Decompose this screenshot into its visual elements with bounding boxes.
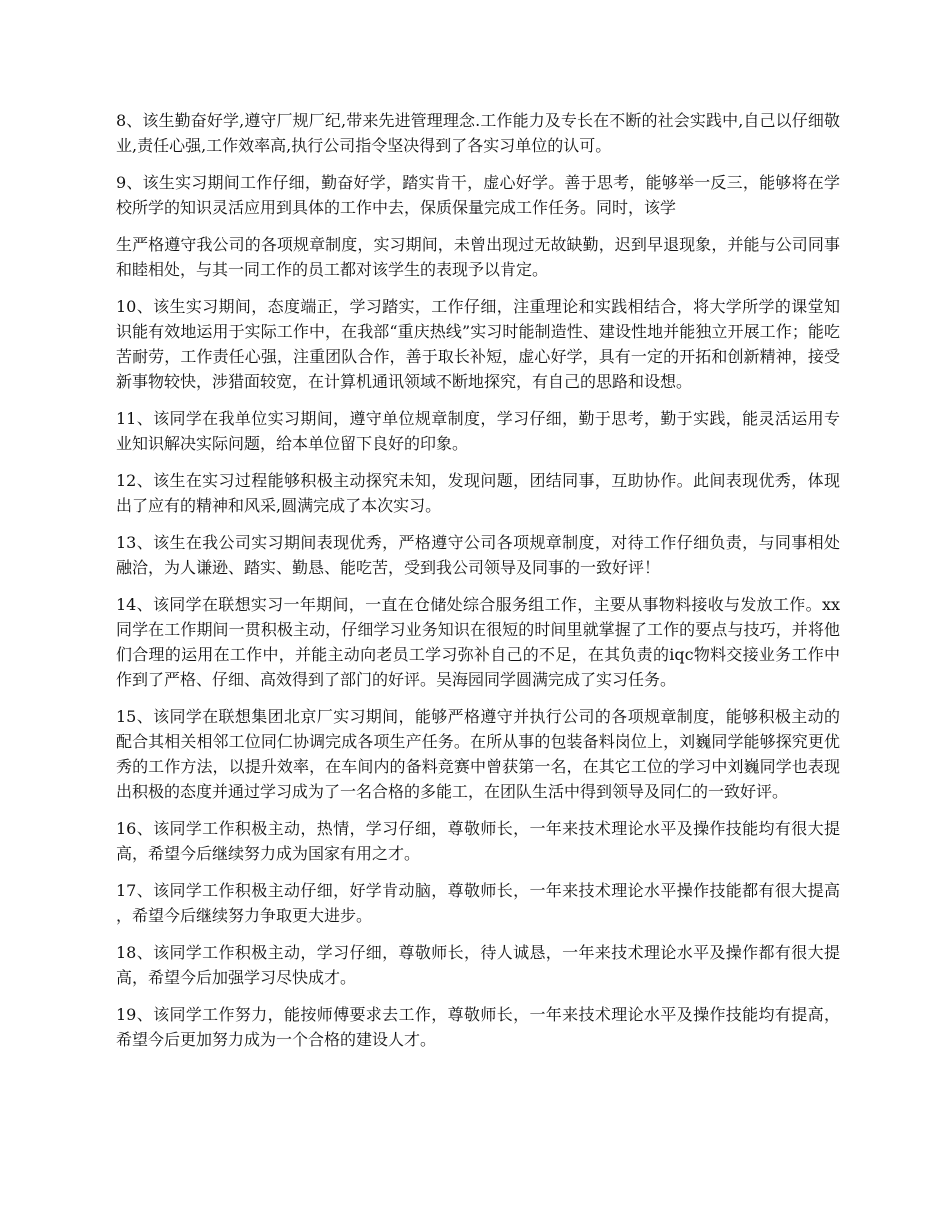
paragraph-item-15: 15、该同学在联想集团北京厂实习期间，能够严格遵守并执行公司的各项规章制度，能够积极主动的配合其相关相邻工位同仁协调完成各项生产任务。在所从事的包装备料岗位上，刘巍同学能够探究更优秀的工作方法，以提升效率，在车间内的备料竞赛中曾获第一名，在其它工位的学习中刘巍同学也表现出积极的态度并通过学习成为了一名合格的多能工，在团队生活中得到领导及同仁的一致好评。 [116,707,840,801]
paragraph-item-18: 18、该同学工作积极主动，学习仔细，尊敬师长，待人诚恳，一年来技术理论水平及操作都有很大提高，希望今后加强学习尽快成才。 [116,943,840,987]
paragraph-item-12: 12、该生在实习过程能够积极主动探究未知，发现问题，团结同事，互助协作。此间表现优秀，体现出了应有的精神和风采,圆满完成了本次实习。 [116,471,840,515]
paragraph-item-13: 13、该生在我公司实习期间表现优秀，严格遵守公司各项规章制度，对待工作仔细负责，与同事相处融洽，为人谦逊、踏实、勤恳、能吃苦，受到我公司领导及同事的一致好评！ [116,533,840,577]
paragraph-item-19: 19、该同学工作努力，能按师傅要求去工作，尊敬师长，一年来技术理论水平及操作技能均有提高，希望今后更加努力成为一个合格的建设人才。 [116,1005,840,1049]
paragraph-item-17: 17、该同学工作积极主动仔细，好学肯动脑，尊敬师长，一年来技术理论水平操作技能都有很大提高，希望今后继续努力争取更大进步。 [116,881,840,925]
paragraph-item-9-continued: 生严格遵守我公司的各项规章制度，实习期间，未曾出现过无故缺勤，迟到早退现象，并能与公司同事和睦相处，与其一同工作的员工都对该学生的表现予以肯定。 [116,235,840,279]
paragraph-item-11: 11、该同学在我单位实习期间，遵守单位规章制度，学习仔细，勤于思考，勤于实践，能灵活运用专业知识解决实际问题，给本单位留下良好的印象。 [116,409,840,453]
paragraph-item-8: 8、该生勤奋好学,遵守厂规厂纪,带来先进管理理念.工作能力及专长在不断的社会实践中,自己以仔细敬业,责任心强,工作效率高,执行公司指令坚决得到了各实习单位的认可。 [116,111,840,155]
paragraph-item-14: 14、该同学在联想实习一年期间，一直在仓储处综合服务组工作，主要从事物料接收与发放工作。xx同学在工作期间一贯积极主动，仔细学习业务知识在很短的时间里就掌握了工作的要点与技巧，并将他们合理的运用在工作中，并能主动向老员工学习弥补自己的不足，在其负责的iqc物料交接业务工作中作到了严格、仔细、高效得到了部门的好评。吴海园同学圆满完成了实习任务。 [116,595,840,689]
paragraph-item-9: 9、该生实习期间工作仔细，勤奋好学，踏实肯干，虚心好学。善于思考，能够举一反三，能够将在学校所学的知识灵活应用到具体的工作中去，保质保量完成工作任务。同时，该学 [116,173,840,217]
paragraph-item-10: 10、该生实习期间，态度端正，学习踏实，工作仔细，注重理论和实践相结合，将大学所学的课堂知识能有效地运用于实际工作中，在我部“重庆热线”实习时能制造性、建设性地并能独立开展工作；能吃苦耐劳，工作责任心强，注重团队合作，善于取长补短，虚心好学，具有一定的开拓和创新精神，接受新事物较快，涉猎面较宽，在计算机通讯领域不断地探究，有自己的思路和设想。 [116,297,840,391]
paragraph-item-16: 16、该同学工作积极主动，热情，学习仔细，尊敬师长，一年来技术理论水平及操作技能均有很大提高，希望今后继续努力成为国家有用之才。 [116,819,840,863]
document-body [116,108,840,1064]
